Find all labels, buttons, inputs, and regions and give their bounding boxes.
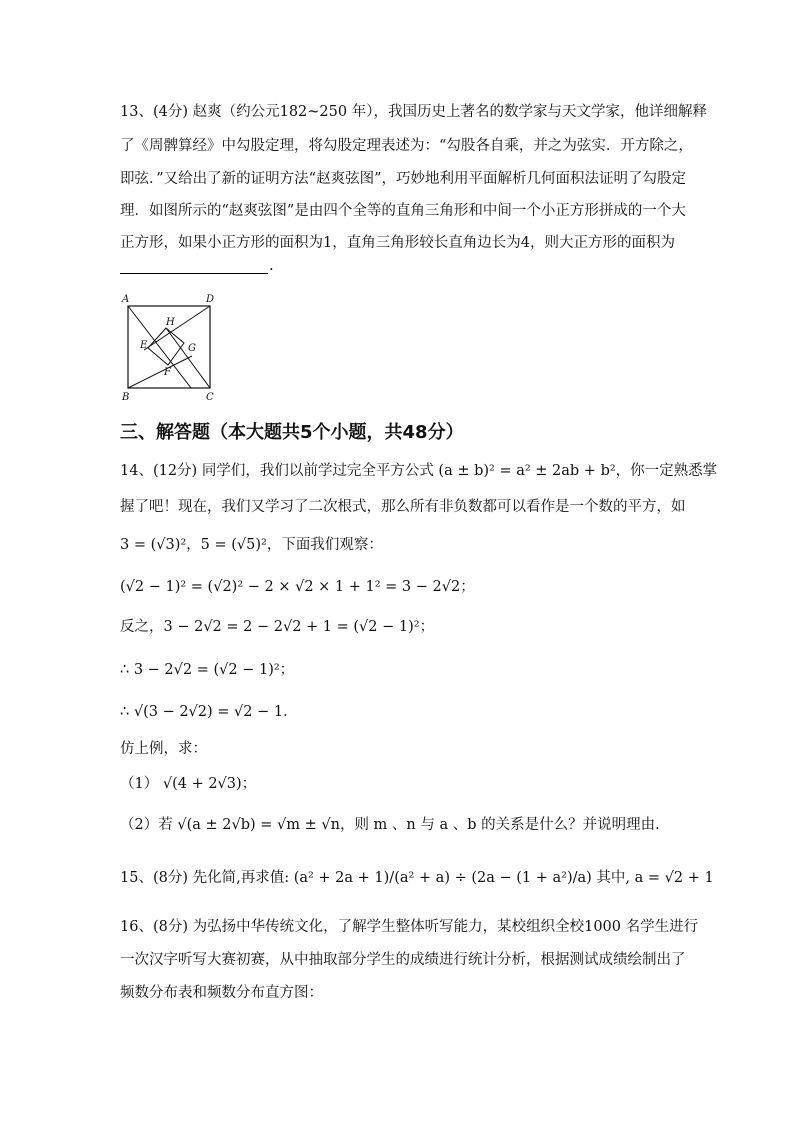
q14-line-1: 14、(12分) 同学们，我们以前学过完全平方公式 (a ± b)² = a² ± 2ab + b²，你一定熟悉掌 xyxy=(120,463,718,479)
label-f: F xyxy=(164,367,171,378)
answer-end-dot: . xyxy=(269,258,274,274)
q14-line-7: ∴ √(3 − 2√2) = √2 − 1． xyxy=(120,704,298,720)
label-e: E xyxy=(140,340,148,351)
label-g: G xyxy=(188,343,196,354)
q15-line: 15、(8分) 先化简,再求值: (a² + 2a + 1)/(a² + a) ÷ (2a − (1 + a²)/a) 其中, a = √2 + 1 xyxy=(120,870,714,886)
label-b: B xyxy=(122,392,130,403)
q14-line-5: 反之，3 − 2√2 = 2 − 2√2 + 1 = (√2 − 1)²； xyxy=(120,619,435,635)
q13-line-5: 正方形，如果小正方形的面积为1，直角三角形较长直角边长为4，则大正方形的面积为 xyxy=(120,235,675,251)
zhao-shuang-figure xyxy=(118,288,228,407)
inner-square xyxy=(148,328,184,365)
line-b-g xyxy=(128,356,192,388)
q14-line-2: 握了吧！现在，我们又学习了二次根式，那么所有非负数都可以看作是一个数的平方，如 xyxy=(120,499,686,515)
q16-line-2: 一次汉字听写大赛初赛，从中抽取部分学生的成绩进行统计分析，根据测试成绩绘制出了 xyxy=(120,952,686,968)
q14-line-4: (√2 − 1)² = (√2)² − 2 × √2 × 1 + 1² = 3 − 2√2； xyxy=(120,579,475,595)
q14-part-1: （1） √(4 + 2√3)； xyxy=(120,776,257,792)
q14-line-6: ∴ 3 − 2√2 = (√2 − 1)²； xyxy=(120,662,295,678)
label-h: H xyxy=(166,317,175,328)
q13-line-3: 即弦．”又给出了新的证明方法“赵爽弦图”，巧妙地利用平面解析几何面积法证明了勾股定 xyxy=(120,171,686,187)
q16-line-3: 频数分布表和频数分布直方图： xyxy=(120,985,323,1001)
q13-line-2: 了《周髀算经》中勾股定理，将勾股定理表述为：“勾股各自乘，并之为弦实．开方除之， xyxy=(120,138,693,154)
q14-line-3: 3 = (√3)²，5 = (√5)²，下面我们观察： xyxy=(120,537,383,553)
q14-part-2: （2）若 √(a ± 2√b) = √m ± √n，则 m 、n 与 a 、b 的关系是什么？并说明理由. xyxy=(120,817,660,833)
label-c: C xyxy=(206,392,214,403)
q14-line-8: 仿上例，求： xyxy=(120,741,207,757)
q13-line-1: 13、(4分) 赵爽（约公元182~250 年），我国历史上著名的数学家与天文学家，他详细解释 xyxy=(120,104,707,120)
label-d: D xyxy=(206,294,215,305)
q13-line-4: 理．如图所示的“赵爽弦图”是由四个全等的直角三角形和中间一个小正方形拼成的一个大 xyxy=(120,203,686,219)
label-a: A xyxy=(122,294,130,305)
section-title: 三、解答题（本大题共5个小题，共48分） xyxy=(120,422,464,443)
q16-line-1: 16、(8分) 为弘扬中华传统文化，了解学生整体听写能力，某校组织全校1000 名学生进行 xyxy=(120,919,699,935)
answer-blank[interactable] xyxy=(120,273,268,274)
